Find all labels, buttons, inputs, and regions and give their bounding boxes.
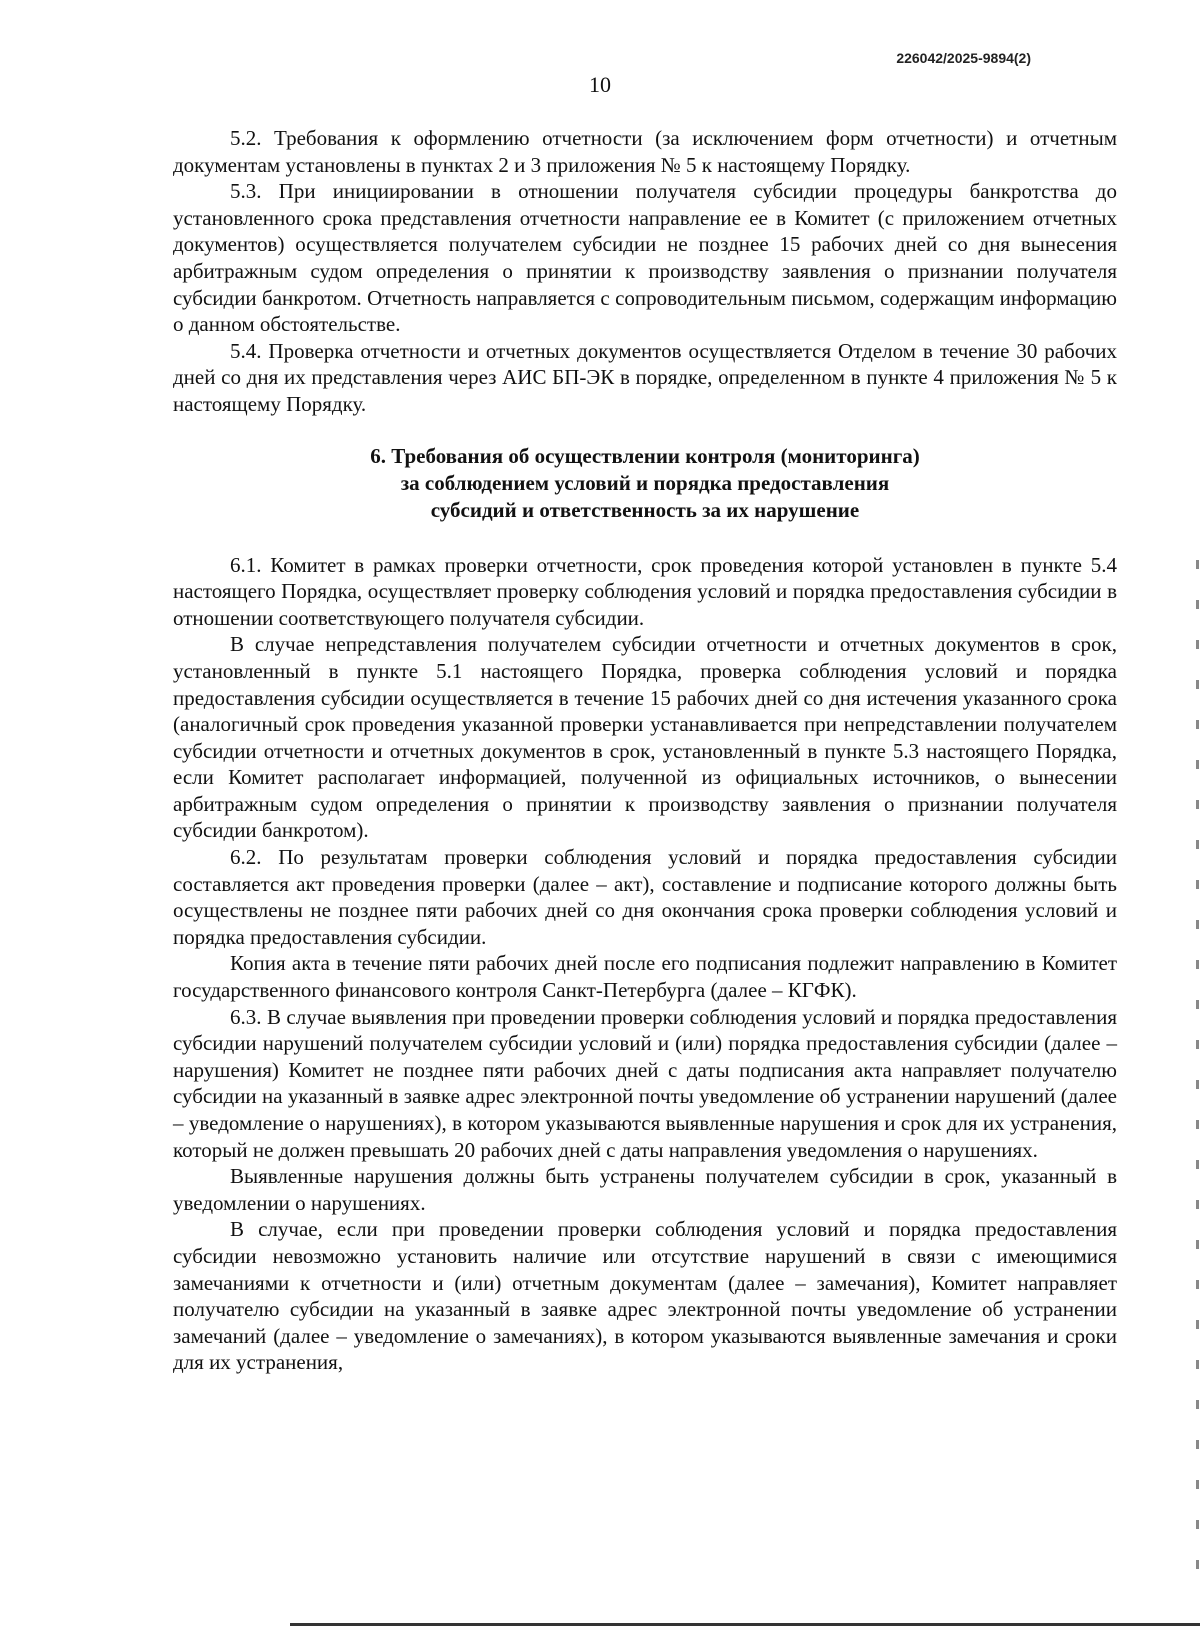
document-id: 226042/2025-9894(2) bbox=[896, 50, 1031, 66]
scan-bottom-edge bbox=[290, 1623, 1200, 1626]
paragraph-6-1-continued: В случае непредставления получателем субсидии отчетности и отчетных документов в срок, установленный в пункте 5.1 настоящего Порядка, проверка соблюдения условий и порядка предоставления субсидии осуществляется в течение 15 рабочих дней со дня истечения указанного срока (аналогичный срок проведения указанной проверки устанавливается при непредставлении получателем субсидии отчетности и отчетных документов в срок, установленный в пункте 5.3 настоящего Порядка, если Комитет располагает информацией, полученной из официальных источников, о вынесении арбитражным судом определения о принятии к производству заявления о признании получателя субсидии банкротом). bbox=[173, 632, 1117, 843]
paragraph-5-2: 5.2. Требования к оформлению отчетности (за исключением форм отчетности) и отчетным документам установлены в пунктах 2 и 3 приложения № 5 к настоящему Порядку. bbox=[173, 126, 1117, 177]
section-6-heading-line: 6. Требования об осуществлении контроля (мониторинга) bbox=[370, 443, 920, 468]
paragraph-5-3: 5.3. При инициировании в отношении получателя субсидии процедуры банкротства до установленного срока представления отчетности направление ее в Комитет (с приложением отчетных документов) осуществляется получателем субсидии не позднее 15 рабочих дней со дня вынесения арбитражным судом определения о принятии к производству заявления о признании получателя субсидии банкротом. Отчетность направляется с сопроводительным письмом, содержащим информацию о данном обстоятельстве. bbox=[173, 179, 1117, 337]
document-body bbox=[173, 125, 1117, 1376]
paragraph-6-3-remarks: В случае, если при проведении проверки соблюдения условий и порядка предоставления субсидии невозможно установить наличие или отсутствие нарушений в связи с имеющимися замечаниями к отчетности и (или) отчетным документам (далее – замечания), Комитет направляет получателю субсидии на указанный в заявке адрес электронной почты уведомление об устранении замечаний (далее – уведомление о замечаниях), в котором указываются выявленные замечания и сроки для их устранения, bbox=[173, 1217, 1117, 1375]
section-6-heading bbox=[173, 443, 1117, 524]
paragraph-6-2: 6.2. По результатам проверки соблюдения условий и порядка предоставления субсидии составляется акт проведения проверки (далее – акт), составление и подписание которого должны быть осуществлены не позднее пяти рабочих дней со дня окончания срока проверки соблюдения условий и порядка предоставления субсидии. bbox=[173, 845, 1117, 949]
scan-margin-marks bbox=[1196, 560, 1199, 1570]
paragraph-6-3: 6.3. В случае выявления при проведении проверки соблюдения условий и порядка предоставления субсидии нарушений получателем субсидии условий и (или) порядка предоставления субсидии (далее – нарушения) Комитет не позднее пяти рабочих дней с даты подписания акта направляет получателю субсидии на указанный в заявке адрес электронной почты уведомление об устранении нарушений (далее – уведомление о нарушениях), в котором указываются выявленные нарушения и срок для их устранения, который не должен превышать 20 рабочих дней с даты направления уведомления о нарушениях. bbox=[173, 1004, 1117, 1162]
section-6-heading-line: за соблюдением условий и порядка предоставления bbox=[400, 470, 890, 495]
paragraph-5-4: 5.4. Проверка отчетности и отчетных документов осуществляется Отделом в течение 30 рабочих дней со дня их представления через АИС БП-ЭК в порядке, определенном в пункте 4 приложения № 5 к настоящему Порядку. bbox=[173, 338, 1117, 416]
page-number: 10 bbox=[589, 72, 611, 97]
paragraph-6-1: 6.1. Комитет в рамках проверки отчетности, срок проведения которой установлен в пункте 5.4 настоящего Порядка, осуществляет проверку соблюдения условий и порядка предоставления субсидии в отношении соответствующего получателя субсидии. bbox=[173, 552, 1117, 630]
paragraph-6-2-copy: Копия акта в течение пяти рабочих дней после его подписания подлежит направлению в Комитет государственного финансового контроля Санкт-Петербурга (далее – КГФК). bbox=[173, 951, 1117, 1003]
paragraph-6-3-deadline: Выявленные нарушения должны быть устранены получателем субсидии в срок, указанный в уведомлении о нарушениях. bbox=[173, 1164, 1117, 1215]
section-6-heading-line: субсидий и ответственность за их нарушение bbox=[430, 497, 860, 522]
